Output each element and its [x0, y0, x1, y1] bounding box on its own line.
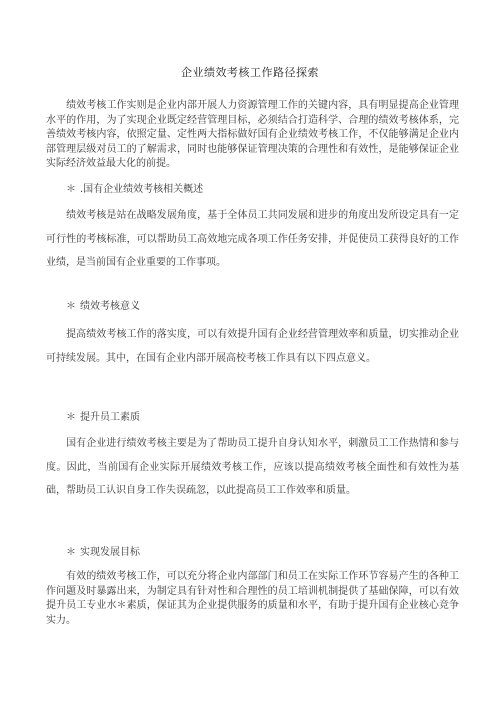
- section-heading-text: .国有企业绩效考核相关概述: [80, 184, 204, 195]
- section-heading-goals: [66, 543, 140, 558]
- bullet-icon: ＊: [66, 412, 76, 423]
- section-body-text: 有效的绩效考核工作，可以充分将企业内部部门和员工在实际工作环节容易产生的各种工作问题及时暴露出来，为制定具有针对性和合理性的员工培训机制提供了基础保障，可以有效提升员工专业水＊素质，保证其为企业提供服务的质量和水平，有助于提升国有企业核心竞争实力。: [46, 571, 459, 626]
- section-body-text: 提高绩效考核工作的落实度，可以有效提升国有企业经营管理效率和质量，切实推动企业可持续发展。其中，在国有企业内部开展高校考核工作具有以下四点意义。: [46, 329, 459, 364]
- section-heading-text: 提升员工素质: [80, 412, 140, 423]
- bullet-icon: ＊: [66, 547, 76, 558]
- section-heading-quality: [66, 408, 140, 423]
- section-body-text: 国有企业进行绩效考核主要是为了帮助员工提升自身认知水平，刺激员工工作热情和参与度。因此，当前国有企业实际开展绩效考核工作，应该以提高绩效考核全面性和有效性为基础，帮助员工认识自身工作失误疏忽，以此提高员工工作效率和质量。: [46, 438, 459, 496]
- section-body-quality: [46, 432, 459, 503]
- section-heading-overview: [66, 180, 203, 195]
- section-body-significance: [46, 323, 459, 370]
- section-body-text: 绩效考核是站在战略发展角度，基于全体员工共同发展和进步的角度出发所设定具有一定可行性的考核标准，可以帮助员工高效地完成各项工作任务安排，并促使员工获得良好的工作业绩，是当前国有企业重要的工作事项。: [46, 210, 459, 268]
- bullet-icon: ＊: [66, 184, 76, 195]
- bullet-icon: ＊: [66, 301, 76, 312]
- section-heading-significance: [66, 297, 140, 312]
- intro-text: 绩效考核工作实则是企业内部开展人力资源管理工作的关键内容，具有明显提高企业管理水平的作用，为了实现企业既定经营管理目标，必须结合打造科学、合理的绩效考核体系，完善绩效考核内容，依照定量、定性两大指标做好国有企业绩效考核工作，不仅能够满足企业内部管理层级对员工的了解需求，同时也能够保证管理决策的合理性和有效性，是能够保证企业实际经济效益最大化的前提。: [46, 100, 459, 169]
- section-body-goals: [46, 570, 459, 628]
- intro-paragraph: [46, 99, 459, 172]
- section-heading-text: 实现发展目标: [80, 547, 140, 558]
- section-body-overview: [46, 204, 459, 275]
- document-title: 企业绩效考核工作路径探索: [181, 66, 319, 79]
- section-heading-text: 绩效考核意义: [80, 301, 140, 312]
